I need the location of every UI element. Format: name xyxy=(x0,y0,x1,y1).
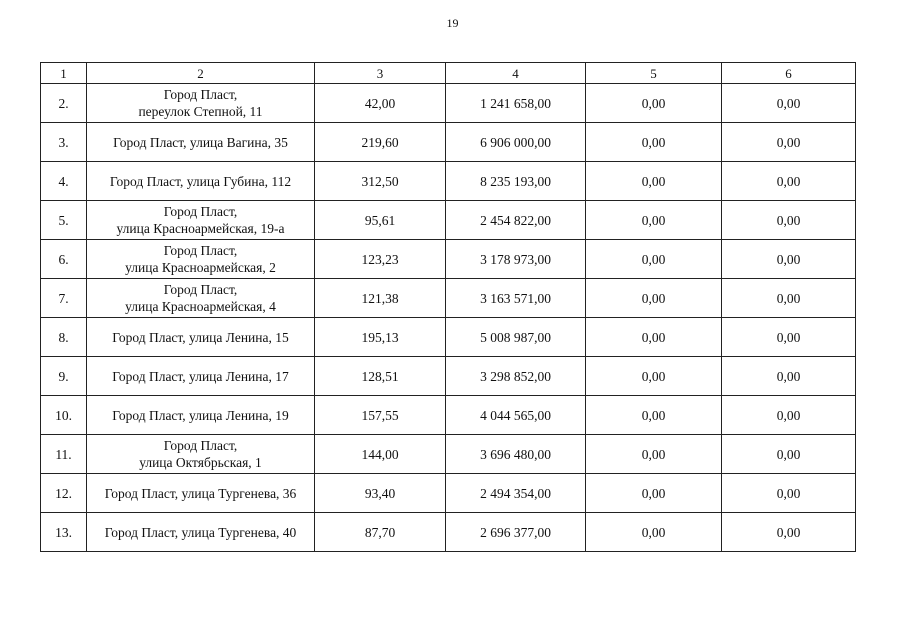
address-line: Город Пласт, улица Вагина, 35 xyxy=(113,134,288,150)
column-6-cell: 0,00 xyxy=(722,396,856,435)
column-6-cell: 0,00 xyxy=(722,162,856,201)
column-5-cell: 0,00 xyxy=(586,240,722,279)
column-6-cell: 0,00 xyxy=(722,435,856,474)
sum-cell: 6 906 000,00 xyxy=(446,123,586,162)
area-cell: 87,70 xyxy=(315,513,446,552)
table-body xyxy=(41,84,856,552)
sum-cell: 4 044 565,00 xyxy=(446,396,586,435)
address-line: Город Пласт, улица Тургенева, 36 xyxy=(104,485,297,501)
table-row xyxy=(41,279,856,318)
address-cell xyxy=(87,513,315,552)
column-5-cell: 0,00 xyxy=(586,123,722,162)
table-header-row xyxy=(41,63,856,84)
area-cell: 128,51 xyxy=(315,357,446,396)
address-cell xyxy=(87,357,315,396)
sum-cell: 3 298 852,00 xyxy=(446,357,586,396)
address-line: Город Пласт, xyxy=(163,87,238,102)
row-number-cell: 6. xyxy=(41,240,87,279)
address-line: улица Красноармейская, 4 xyxy=(125,299,276,314)
address-line: Город Пласт, xyxy=(163,438,238,453)
table-row xyxy=(41,357,856,396)
table-row xyxy=(41,84,856,123)
area-cell: 121,38 xyxy=(315,279,446,318)
address-cell xyxy=(87,318,315,357)
column-header-4: 4 xyxy=(446,63,586,84)
column-header-5: 5 xyxy=(586,63,722,84)
row-number-cell: 8. xyxy=(41,318,87,357)
row-number-cell: 11. xyxy=(41,435,87,474)
row-number-cell: 2. xyxy=(41,84,87,123)
column-header-2: 2 xyxy=(87,63,315,84)
table-row xyxy=(41,123,856,162)
column-5-cell: 0,00 xyxy=(586,84,722,123)
address-line: Город Пласт, улица Губина, 112 xyxy=(109,173,292,189)
sum-cell: 5 008 987,00 xyxy=(446,318,586,357)
row-number-cell: 4. xyxy=(41,162,87,201)
address-line: Город Пласт, улица Ленина, 17 xyxy=(112,368,289,384)
address-line: Город Пласт, улица Ленина, 15 xyxy=(112,329,289,345)
address-cell xyxy=(87,162,315,201)
table-row xyxy=(41,396,856,435)
page-number: 19 xyxy=(446,16,459,30)
table-row xyxy=(41,201,856,240)
column-5-cell: 0,00 xyxy=(586,474,722,513)
area-cell: 95,61 xyxy=(315,201,446,240)
row-number-cell: 3. xyxy=(41,123,87,162)
row-number-cell: 9. xyxy=(41,357,87,396)
address-cell xyxy=(87,240,315,279)
table-row xyxy=(41,318,856,357)
table-row xyxy=(41,240,856,279)
column-5-cell: 0,00 xyxy=(586,513,722,552)
address-cell xyxy=(87,279,315,318)
sum-cell: 2 696 377,00 xyxy=(446,513,586,552)
column-5-cell: 0,00 xyxy=(586,396,722,435)
address-line: Город Пласт, улица Ленина, 19 xyxy=(112,407,289,423)
column-header-6: 6 xyxy=(722,63,856,84)
table-row xyxy=(41,435,856,474)
area-cell: 144,00 xyxy=(315,435,446,474)
column-5-cell: 0,00 xyxy=(586,279,722,318)
address-line: улица Красноармейская, 19-а xyxy=(116,221,285,236)
sum-cell: 2 454 822,00 xyxy=(446,201,586,240)
area-cell: 123,23 xyxy=(315,240,446,279)
address-line: Город Пласт, улица Тургенева, 40 xyxy=(104,524,297,540)
row-number-cell: 13. xyxy=(41,513,87,552)
address-line: Город Пласт, xyxy=(163,282,238,297)
area-cell: 195,13 xyxy=(315,318,446,357)
area-cell: 93,40 xyxy=(315,474,446,513)
address-line: улица Красноармейская, 2 xyxy=(125,260,276,275)
sum-cell: 3 163 571,00 xyxy=(446,279,586,318)
column-5-cell: 0,00 xyxy=(586,357,722,396)
row-number-cell: 5. xyxy=(41,201,87,240)
column-5-cell: 0,00 xyxy=(586,201,722,240)
sum-cell: 8 235 193,00 xyxy=(446,162,586,201)
column-6-cell: 0,00 xyxy=(722,84,856,123)
address-line: Город Пласт, xyxy=(163,243,238,258)
property-table xyxy=(40,62,856,552)
area-cell: 157,55 xyxy=(315,396,446,435)
address-line: Город Пласт, xyxy=(163,204,238,219)
area-cell: 219,60 xyxy=(315,123,446,162)
table-row xyxy=(41,162,856,201)
table-row xyxy=(41,513,856,552)
column-6-cell: 0,00 xyxy=(722,474,856,513)
column-5-cell: 0,00 xyxy=(586,435,722,474)
column-6-cell: 0,00 xyxy=(722,318,856,357)
address-cell xyxy=(87,201,315,240)
column-6-cell: 0,00 xyxy=(722,513,856,552)
sum-cell: 2 494 354,00 xyxy=(446,474,586,513)
area-cell: 312,50 xyxy=(315,162,446,201)
address-cell xyxy=(87,84,315,123)
address-cell xyxy=(87,123,315,162)
address-cell xyxy=(87,435,315,474)
row-number-cell: 10. xyxy=(41,396,87,435)
address-cell xyxy=(87,396,315,435)
column-6-cell: 0,00 xyxy=(722,279,856,318)
column-6-cell: 0,00 xyxy=(722,240,856,279)
table-row xyxy=(41,474,856,513)
address-line: улица Октябрьская, 1 xyxy=(139,455,262,470)
column-5-cell: 0,00 xyxy=(586,318,722,357)
sum-cell: 1 241 658,00 xyxy=(446,84,586,123)
column-6-cell: 0,00 xyxy=(722,201,856,240)
address-line: переулок Степной, 11 xyxy=(138,104,263,119)
column-header-1: 1 xyxy=(41,63,87,84)
column-6-cell: 0,00 xyxy=(722,123,856,162)
column-6-cell: 0,00 xyxy=(722,357,856,396)
column-5-cell: 0,00 xyxy=(586,162,722,201)
sum-cell: 3 696 480,00 xyxy=(446,435,586,474)
row-number-cell: 7. xyxy=(41,279,87,318)
column-header-3: 3 xyxy=(315,63,446,84)
sum-cell: 3 178 973,00 xyxy=(446,240,586,279)
row-number-cell: 12. xyxy=(41,474,87,513)
area-cell: 42,00 xyxy=(315,84,446,123)
address-cell xyxy=(87,474,315,513)
